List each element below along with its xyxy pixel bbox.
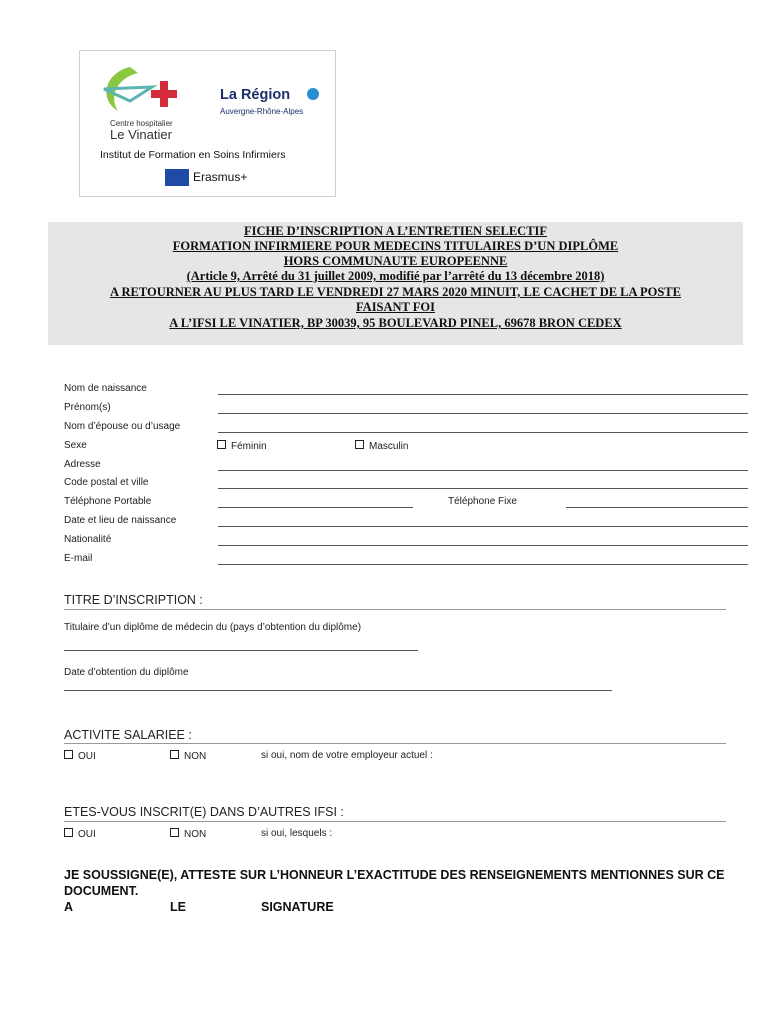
form-header xyxy=(48,222,743,345)
activite-non-checkbox[interactable] xyxy=(170,750,179,759)
date-lieu-field[interactable] xyxy=(218,526,748,527)
activite-oui-checkbox[interactable] xyxy=(64,750,73,759)
titre-divider xyxy=(64,609,726,610)
email-field[interactable] xyxy=(218,564,748,565)
header-line-5: A RETOURNER AU PLUS TARD LE VENDREDI 27 MARS 2020 MINUIT, LE CACHET DE LA POSTE xyxy=(110,285,681,299)
region-name: La Région xyxy=(220,87,291,103)
titre-heading: TITRE D’INSCRIPTION : xyxy=(64,593,203,607)
code-postal-field[interactable] xyxy=(218,488,748,489)
hospital-logo-icon xyxy=(90,59,200,119)
activite-non-label: NON xyxy=(184,751,207,762)
adresse-field[interactable] xyxy=(218,470,748,471)
declaration-a: A xyxy=(64,900,74,914)
activite-divider xyxy=(64,743,726,744)
tel-fixe-field[interactable] xyxy=(566,507,748,508)
prenoms-label: Prénom(s) xyxy=(64,402,111,413)
header-line-2: FORMATION INFIRMIERE POUR MEDECINS TITULAIRES D’UN DIPLÔME xyxy=(172,239,619,253)
header-line-3: HORS COMMUNAUTE EUROPEENNE xyxy=(283,254,508,268)
nationalite-label: Nationalité xyxy=(64,534,112,545)
activite-oui-option[interactable] xyxy=(64,750,96,762)
ifsi-non-checkbox[interactable] xyxy=(170,828,179,837)
prenoms-field[interactable] xyxy=(218,413,748,414)
feminin-checkbox[interactable] xyxy=(217,440,226,449)
erasmus-label: Erasmus+ xyxy=(193,170,248,184)
region-logo-icon xyxy=(307,88,319,100)
declaration-line-1: JE SOUSSIGNE(E), ATTESTE SUR L’HONNEUR L’EXACTITUDE DES RENSEIGNEMENTS MENTIONNES SUR CE xyxy=(64,868,725,882)
ifsi-oui-label: OUI xyxy=(78,829,96,840)
diplome-label: Titulaire d’un diplôme de médecin du (pays d’obtention du diplôme) xyxy=(64,622,362,633)
ifsi-non-label: NON xyxy=(184,829,207,840)
tel-portable-field[interactable] xyxy=(218,507,413,508)
date-obtention-label: Date d’obtention du diplôme xyxy=(64,667,189,678)
ifsi-heading: ETES-VOUS INSCRIT(E) DANS D’AUTRES IFSI : xyxy=(64,805,344,819)
masculin-checkbox[interactable] xyxy=(355,440,364,449)
nom-epouse-field[interactable] xyxy=(218,432,748,433)
activite-oui-label: OUI xyxy=(78,751,96,762)
region-subtitle: Auvergne-Rhône-Alpes xyxy=(220,107,304,116)
institute-name: Institut de Formation en Soins Infirmiers xyxy=(100,149,286,161)
nationalite-field[interactable] xyxy=(218,545,748,546)
header-line-7: A L’IFSI LE VINATIER, BP 30039, 95 BOULEVARD PINEL, 69678 BRON CEDEX xyxy=(169,316,622,330)
nom-naissance-label: Nom de naissance xyxy=(64,383,147,394)
nom-naissance-field[interactable] xyxy=(218,394,748,395)
eu-flag-icon xyxy=(165,169,189,186)
email-label: E-mail xyxy=(64,553,93,564)
header-line-6: FAISANT FOI xyxy=(355,300,436,314)
tel-fixe-label: Téléphone Fixe xyxy=(448,496,517,507)
nom-epouse-label: Nom d’épouse ou d’usage xyxy=(64,421,181,432)
ifsi-divider xyxy=(64,821,726,822)
ifsi-oui-option[interactable] xyxy=(64,828,96,840)
masculin-label: Masculin xyxy=(369,441,409,452)
activite-non-option[interactable] xyxy=(170,750,206,762)
sexe-label: Sexe xyxy=(64,440,87,451)
ifsi-note: si oui, lesquels : xyxy=(261,828,333,839)
activite-heading: ACTIVITE SALARIEE : xyxy=(64,728,192,742)
date-obtention-field[interactable] xyxy=(64,690,612,691)
feminin-label: Féminin xyxy=(231,441,267,452)
declaration-le: LE xyxy=(170,900,186,914)
ifsi-oui-checkbox[interactable] xyxy=(64,828,73,837)
code-postal-label: Code postal et ville xyxy=(64,477,149,488)
hospital-name: Le Vinatier xyxy=(110,127,172,142)
ifsi-non-option[interactable] xyxy=(170,828,206,840)
declaration-line-2: DOCUMENT. xyxy=(64,884,139,898)
tel-portable-label: Téléphone Portable xyxy=(64,496,152,507)
diplome-field[interactable] xyxy=(64,650,418,651)
masculin-option[interactable] xyxy=(355,440,408,452)
feminin-option[interactable] xyxy=(217,440,267,452)
logo-block xyxy=(79,50,336,197)
header-title: FICHE D’INSCRIPTION A L’ENTRETIEN SELECTIF xyxy=(243,224,548,238)
declaration-signature: SIGNATURE xyxy=(261,900,334,914)
activite-note: si oui, nom de votre employeur actuel : xyxy=(261,750,433,761)
header-line-4: (Article 9, Arrêté du 31 juillet 2009, modifié par l’arrêté du 13 décembre 2018) xyxy=(186,269,605,283)
date-lieu-label: Date et lieu de naissance xyxy=(64,515,177,526)
hospital-caption: Centre hospitalier xyxy=(110,119,173,128)
adresse-label: Adresse xyxy=(64,459,101,470)
